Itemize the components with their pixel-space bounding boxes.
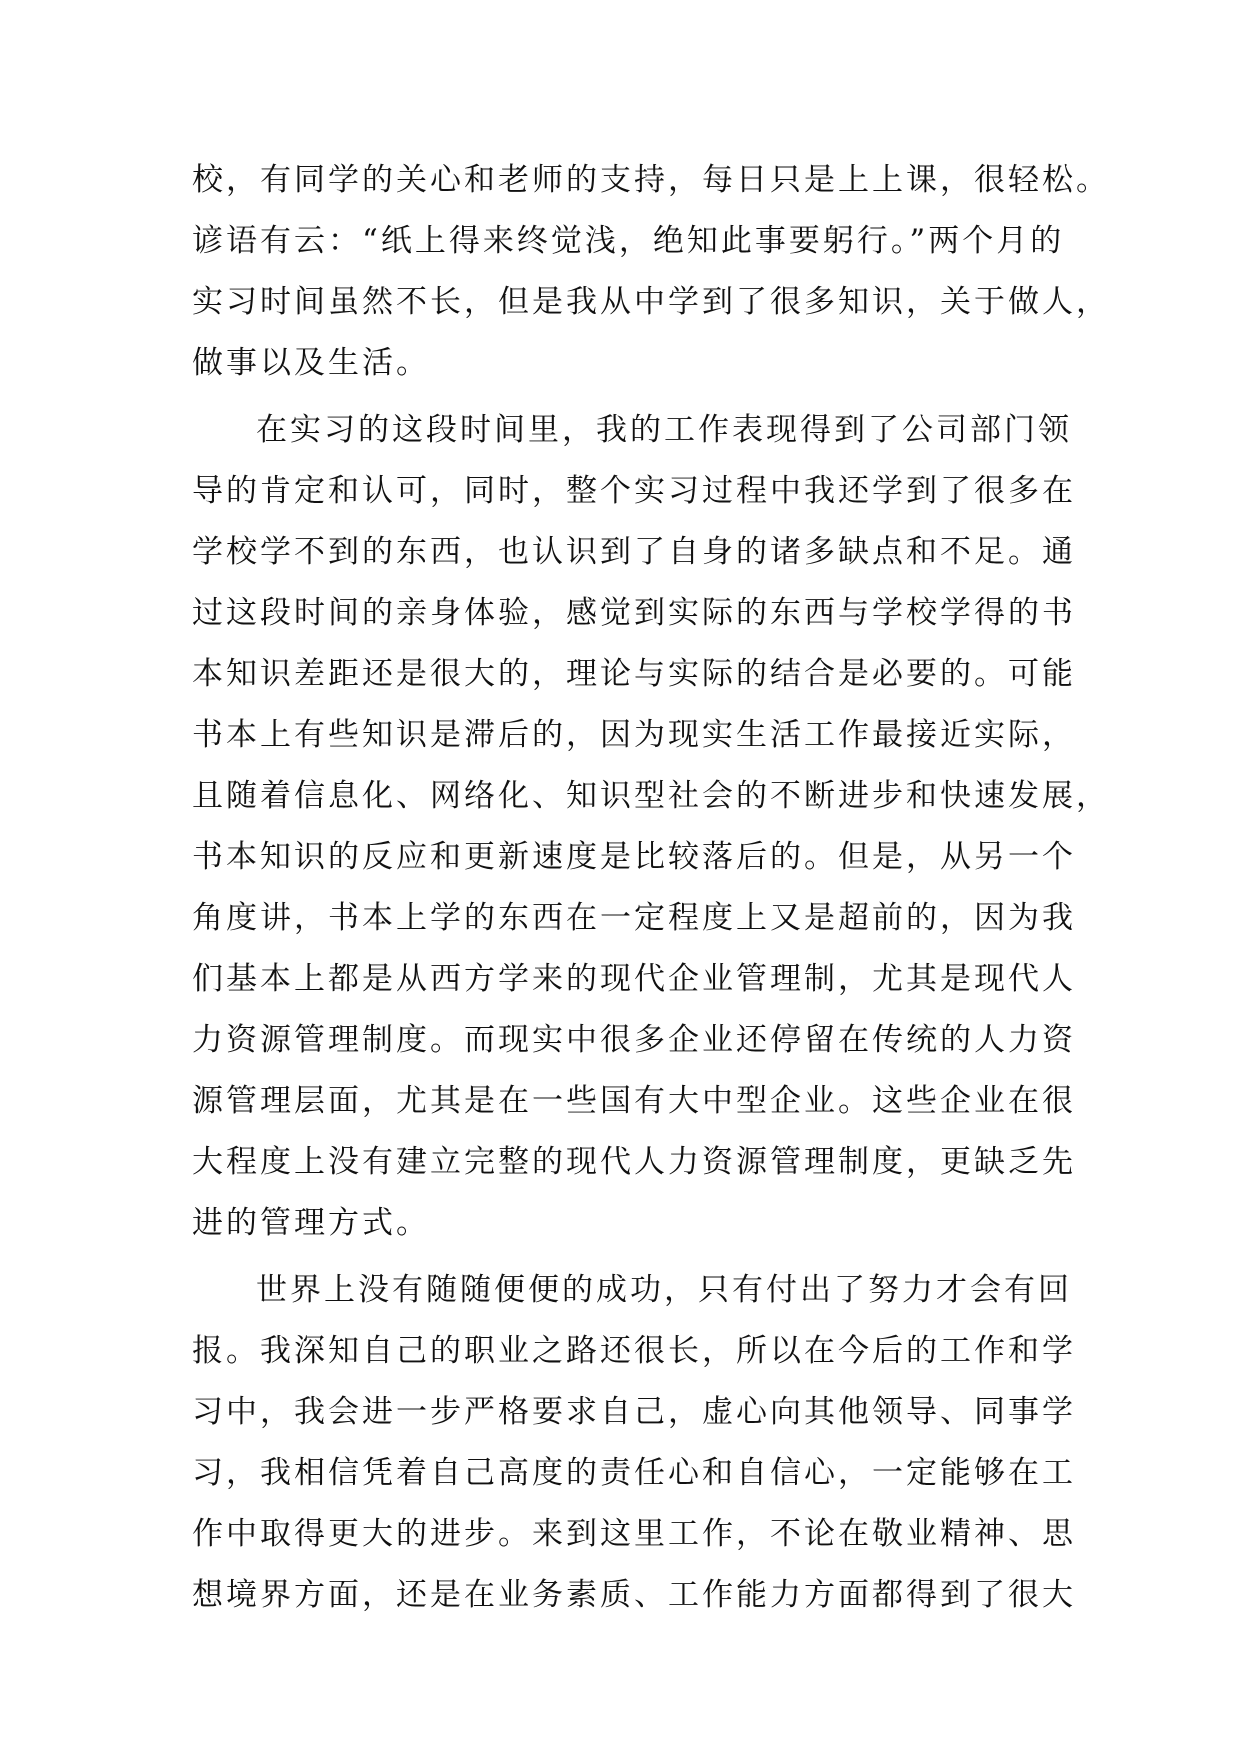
paragraph-1	[192, 150, 1110, 394]
text-line: 做事以及生活。	[192, 345, 430, 381]
text-line: 导的肯定和认可，同时，整个实习过程中我还学到了很多在	[192, 473, 1076, 509]
text-line: 们基本上都是从西方学来的现代企业管理制，尤其是现代人	[192, 961, 1076, 997]
text-line: 想境界方面，还是在业务素质、工作能力方面都得到了很大	[192, 1577, 1076, 1613]
text-line: 源管理层面，尤其是在一些国有大中型企业。这些企业在很	[192, 1083, 1076, 1119]
text-line: 书本知识的反应和更新速度是比较落后的。但是，从另一个	[192, 839, 1076, 875]
text-line: 力资源管理制度。而现实中很多企业还停留在传统的人力资	[192, 1022, 1076, 1058]
text-line: 且随着信息化、网络化、知识型社会的不断进步和快速发展，	[192, 778, 1110, 814]
text-line: 报。我深知自己的职业之路还很长，所以在今后的工作和学	[192, 1333, 1076, 1369]
text-line: 大程度上没有建立完整的现代人力资源管理制度，更缺乏先	[192, 1144, 1076, 1180]
text-line: 习，我相信凭着自己高度的责任心和自信心，一定能够在工	[192, 1455, 1076, 1491]
paragraph-3	[192, 1260, 1076, 1626]
text-line: 实习时间虽然不长，但是我从中学到了很多知识，关于做人，	[192, 284, 1110, 320]
text-line: 本知识差距还是很大的，理论与实际的结合是必要的。可能	[192, 656, 1076, 692]
text-line: 书本上有些知识是滞后的，因为现实生活工作最接近实际，	[192, 717, 1076, 753]
text-line: 角度讲，书本上学的东西在一定程度上又是超前的，因为我	[192, 900, 1076, 936]
text-line: 过这段时间的亲身体验，感觉到实际的东西与学校学得的书	[192, 595, 1076, 631]
body-text	[192, 150, 1110, 1626]
text-line: 进的管理方式。	[192, 1205, 430, 1241]
paragraph-2	[192, 400, 1110, 1254]
text-line: 习中，我会进一步严格要求自己，虚心向其他领导、同事学	[192, 1394, 1076, 1430]
text-line: 谚语有云：“纸上得来终觉浅，绝知此事要躬行。”两个月的	[192, 223, 1065, 259]
text-line: 在实习的这段时间里，我的工作表现得到了公司部门领	[256, 412, 1072, 448]
text-line: 校，有同学的关心和老师的支持，每日只是上上课，很轻松。	[192, 162, 1110, 198]
text-line: 作中取得更大的进步。来到这里工作，不论在敬业精神、思	[192, 1516, 1076, 1552]
text-line: 世界上没有随随便便的成功，只有付出了努力才会有回	[256, 1272, 1072, 1308]
text-line: 学校学不到的东西，也认识到了自身的诸多缺点和不足。通	[192, 534, 1076, 570]
